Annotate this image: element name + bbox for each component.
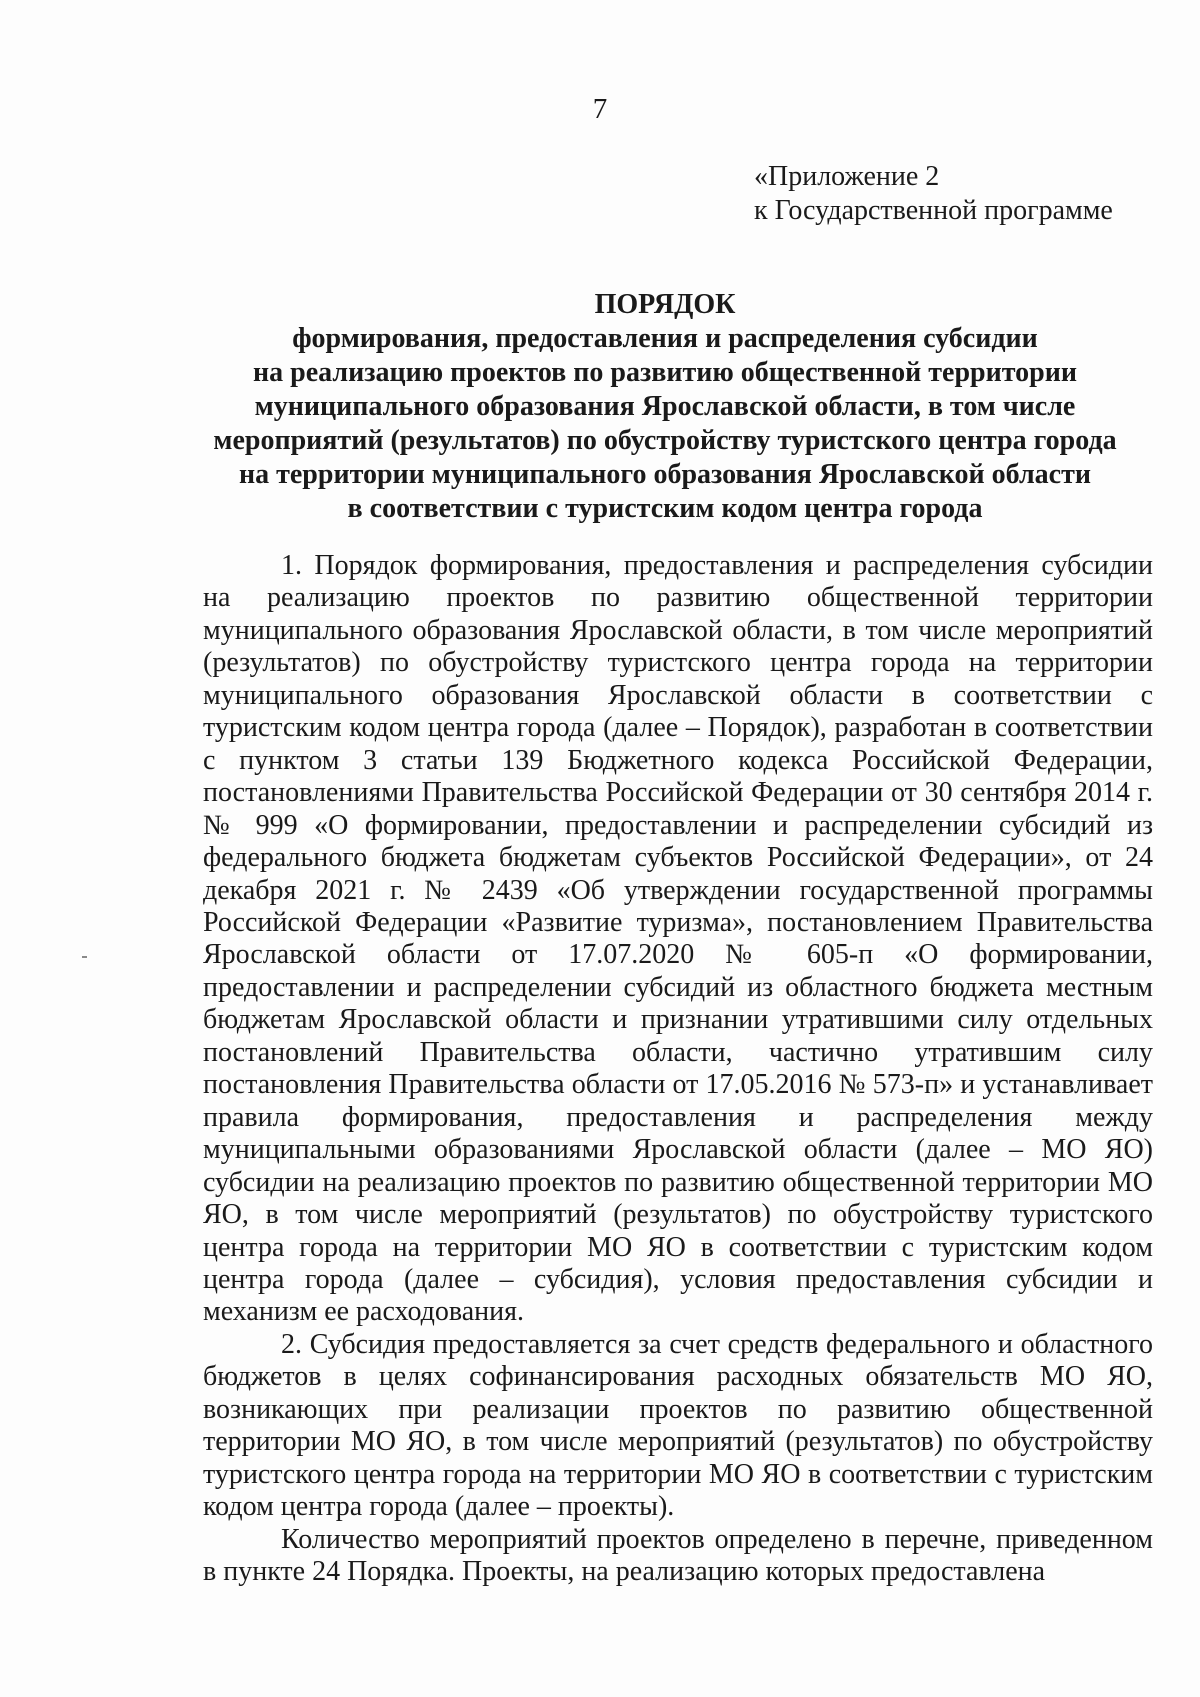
paragraph-3: Количество мероприятий проектов определено в перечне, приведенном в пункте 24 Порядка. Проекты, на реализацию которых предоставлена bbox=[203, 1523, 1153, 1588]
appendix-reference bbox=[754, 160, 1113, 228]
title-line-2: на реализацию проектов по развитию общественной территории bbox=[253, 357, 1077, 388]
title-line-5: на территории муниципального образования Ярославской области bbox=[238, 459, 1091, 490]
title-heading: ПОРЯДОК bbox=[594, 289, 736, 320]
title-line-3: муниципального образования Ярославской области, в том числе bbox=[254, 391, 1076, 422]
title-line-6: в соответствии с туристским кодом центра города bbox=[347, 493, 983, 524]
scan-margin-mark bbox=[82, 956, 87, 958]
appendix-line-1: «Приложение 2 bbox=[754, 161, 940, 192]
title-line-1: формирования, предоставления и распределения субсидии bbox=[292, 323, 1038, 354]
appendix-line-2: к Государственной программе bbox=[754, 195, 1113, 226]
paragraph-2: 2. Субсидия предоставляется за счет средств федерального и областного бюджетов в целях софинансирования расходных обязательств МО ЯО, возникающих при реализации проектов по развитию общественной территории МО ЯО, в том числе мероприятий (результатов) по обустройству туристского центра города на территории МО ЯО в соответствии с туристским кодом центра города (далее – проекты). bbox=[203, 1328, 1153, 1523]
document-title bbox=[200, 288, 1130, 526]
paragraph-1: 1. Порядок формирования, предоставления и распределения субсидии на реализацию проектов по развитию общественной территории муниципального образования Ярославской области, в том числе мероприятий (результатов) по обустройству туристского центра города на территории муниципального образования Ярославской области в соответствии с туристским кодом центра города (далее – Порядок), разработан в соответствии с пунктом 3 статьи 139 Бюджетного кодекса Российской Федерации, постановлениями Правительства Российской Федерации от 30 сентября 2014 г. № 999 «О формировании, предоставлении и распределении субсидий из федерального бюджета бюджетам субъектов Российской Федерации», от 24 декабря 2021 г. № 2439 «Об утверждении государственной программы Российской Федерации «Развитие туризма», постановлением Правительства Ярославской области от 17.07.2020 № 605-п «О формировании, предоставлении и распределении субсидий из областного бюджета местным бюджетам Ярославской области и признании утратившими силу отдельных постановлений Правительства области, частично утратившим силу постановления Правительства области от 17.05.2016 № 573-п» и устанавливает правила формирования, предоставления и распределения между муниципальными образованиями Ярославской области (далее – МО ЯО) субсидии на реализацию проектов по развитию общественной территории МО ЯО, в том числе мероприятий (результатов) по обустройству туристского центра города на территории МО ЯО в соответствии с туристским кодом центра города (далее – субсидия), условия предоставления субсидии и механизм ее расходования. bbox=[203, 550, 1153, 1328]
document-body bbox=[203, 550, 1153, 1589]
page-number: 7 bbox=[592, 93, 608, 125]
title-line-4: мероприятий (результатов) по обустройству туристского центра города bbox=[213, 425, 1117, 456]
